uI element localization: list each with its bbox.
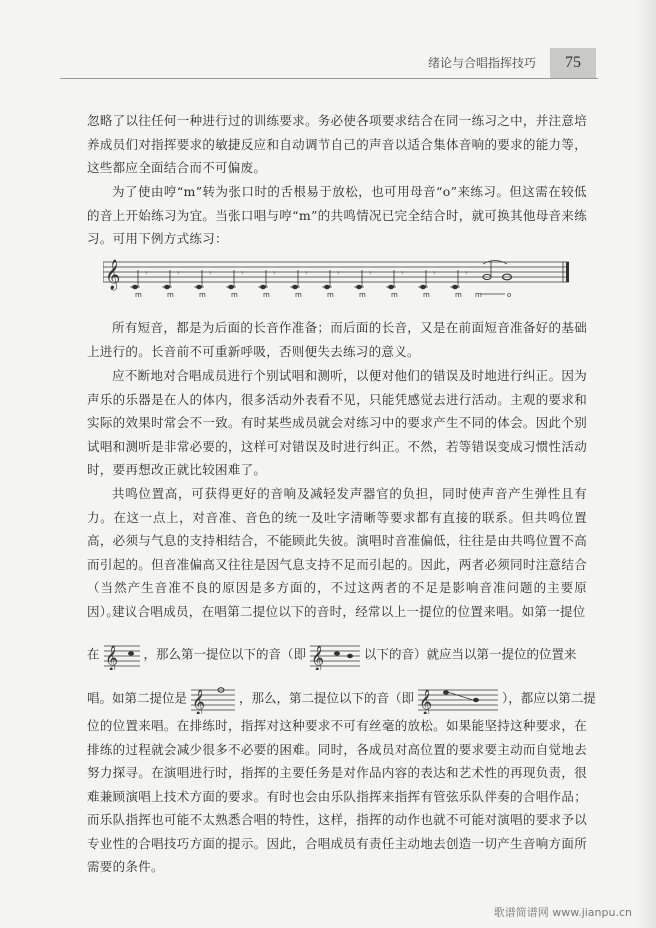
paragraph-6-start: 建议合唱成员，在唱第二提位以下的音时，经常以上一提位的位置来唱。如第一提位 (112, 604, 586, 619)
page-edge (638, 0, 656, 928)
paragraph-3: 所有短音，都是为后面的长音作准备；而后面的长音，又是在前面短音准备好的基础上进行的。长音前不可重新呼吸，否则便失去练习的意义。 (87, 320, 587, 359)
inline-notation-row-2 (87, 684, 596, 714)
text-segment: ，那么第一提位以下的音（即 (143, 646, 306, 662)
music-example-staff (103, 256, 571, 306)
syllable-label: m (231, 291, 238, 299)
syllable-label: o (507, 291, 512, 299)
syllable-label: m (135, 291, 142, 299)
paragraph-2: 为了使由哼“m”转为张口时的舌根易于放松，也可用母音“o”来练习。但这需在较低的音上开始练习为宜。当张口唱与哼“m”的共鸣情况已完全结合时，就可换其他母音来练习。可用下例方式练习： (87, 184, 587, 246)
header-rule (60, 78, 598, 79)
svg-text:𝄾: 𝄾 (401, 269, 404, 279)
staff-snippet-icon (418, 684, 498, 714)
svg-text:𝄞: 𝄞 (105, 260, 121, 290)
text-segment: 在 (87, 646, 100, 662)
paragraph-1: 忽略了以往任何一种进行过的训练要求。务必使各项要求结合在同一练习之中，并注意培养成员们对指挥要求的敏捷反应和自动调节自己的声音以适合集体音响的要求的能力等，这些都应全面结合而不可偏废。 (87, 113, 587, 175)
staff-snippet-icon (104, 640, 140, 670)
header-title: 绪论与合唱指挥技巧 (427, 56, 536, 70)
svg-text:𝄾: 𝄾 (305, 269, 308, 279)
svg-text:𝄾: 𝄾 (433, 269, 436, 279)
text-segment: ），都应以第二提 (501, 690, 596, 706)
svg-text:⌒: ⌒ (491, 256, 499, 262)
svg-text:𝄾: 𝄾 (241, 269, 244, 279)
svg-text:𝄞: 𝄞 (418, 690, 432, 714)
svg-text:𝄞: 𝄞 (310, 646, 324, 670)
syllable-label: m (167, 291, 174, 299)
watermark: 歌谱简谱网 www.jianpu.cn (493, 906, 632, 919)
syllable-label: m (455, 291, 462, 299)
text-segment: 以下的音）就应当以第一提位的位置来 (363, 646, 577, 662)
syllable-label: m (199, 291, 206, 299)
staff-snippet-icon (191, 684, 235, 714)
svg-text:𝄾: 𝄾 (369, 269, 372, 279)
svg-text:𝄞: 𝄞 (192, 690, 206, 714)
syllable-label: m (295, 291, 302, 299)
svg-text:𝄾: 𝄾 (209, 269, 212, 279)
running-header (0, 48, 656, 78)
syllable-label: m (263, 291, 270, 299)
svg-text:𝄾: 𝄾 (273, 269, 276, 279)
syllable-label: m (423, 291, 430, 299)
svg-text:𝄾: 𝄾 (465, 269, 468, 279)
syllable-label: m (391, 291, 398, 299)
svg-text:𝄾: 𝄾 (337, 269, 340, 279)
paragraph-5: 共鸣位置高，可获得更好的音响及减轻发声器官的负担，同时使声音产生弹性且有力。在这一点上，对音准、音色的统一及吐字清晰等要求都有直接的联系。但共鸣位置高，必须与气息的支持相结合，不能顾此失彼。演唱时音准偏低，往往是由共鸣位置不高而引起的。但音准偏高又往往是因气息支持不足而引起的。因此，两者必须同时注意结合（当然产生音准不良的原因是多方面的，不过这两者的不足是影响音准问题的主要原因）。 (87, 486, 587, 619)
svg-text:𝄾: 𝄾 (177, 269, 180, 279)
page-number: 75 (550, 48, 596, 78)
text-segment: ，那么，第二提位以下的音（即 (238, 690, 414, 706)
syllable-label: m (475, 291, 482, 299)
inline-notation-row-1 (87, 640, 592, 670)
syllable-label: m (327, 291, 334, 299)
paragraph-6-end: 位的位置来唱。在排练时，指挥对这种要求不可有丝毫的放松。如果能坚持这种要求，在排练的过程就会减少很多不必要的困难。同时，各成员对高位置的要求要主动而自觉地去努力探寻。在演唱进行时，指挥的主要任务是对作品内容的表达和艺术性的再现负责，很难兼顾演唱上技术方面的要求。有时也会由乐队指挥来指挥有管弦乐队伴奏的合唱作品；而乐队指挥也可能不太熟悉合唱的特性，这样，指挥的动作也就不可能对演唱的要求予以专业性的合唱技巧方面的提示。因此，合唱成员有责任主动地去创造一切产生音响方面所需要的条件。 (87, 718, 587, 874)
svg-text:𝄞: 𝄞 (104, 646, 118, 670)
staff-snippet-icon (310, 640, 360, 670)
syllable-label: m (359, 291, 366, 299)
paragraph-4: 应不断地对合唱成员进行个别试唱和测听，以便对他们的错误及时地进行纠正。因为声乐的乐器是在人的体内，很多活动外表看不见，只能凭感觉去进行活动。主观的要求和实际的效果时常会不一致。有时某些成员就会对练习中的要求产生不同的体会。因此个别试唱和测听是非常必要的，这样可对错误及时进行纠正。不然，若等错误变成习惯性活动时，要再想改正就比较困难了。 (87, 368, 587, 477)
svg-text:𝄾: 𝄾 (145, 269, 148, 279)
text-segment: 唱。如第二提位是 (87, 690, 188, 706)
